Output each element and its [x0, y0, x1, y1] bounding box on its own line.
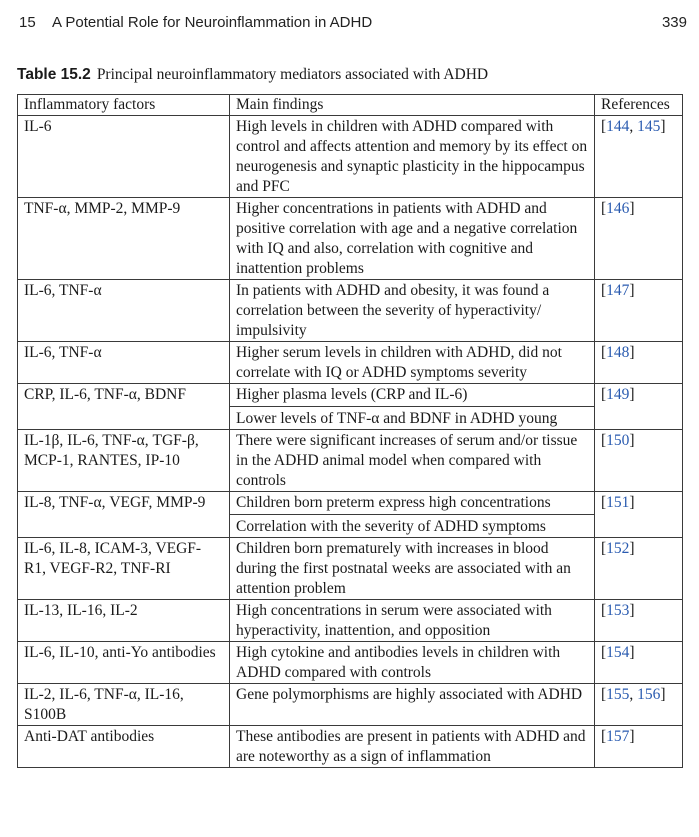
cell-references: [152] [595, 538, 683, 600]
chapter-title: A Potential Role for Neuroinflammation in ADHD [52, 14, 373, 31]
cell-references: [151] [595, 492, 683, 538]
table-row [18, 280, 683, 342]
table-body [18, 116, 683, 768]
finding-text: Correlation with the severity of ADHD symptoms [230, 514, 594, 537]
mediators-table [17, 94, 683, 768]
cell-references: [144, 145] [595, 116, 683, 198]
cell-main-findings [230, 642, 595, 684]
column-header-references: References [595, 95, 683, 116]
cell-main-findings [230, 342, 595, 384]
table-row [18, 342, 683, 384]
finding-text: Lower levels of TNF-α and BDNF in ADHD young [230, 406, 594, 429]
finding-text: Children born prematurely with increases in blood during the first postnatal weeks are associated with an attention problem [236, 540, 571, 597]
cell-main-findings [230, 600, 595, 642]
table-caption [17, 66, 488, 84]
cell-main-findings [230, 726, 595, 768]
cell-main-findings [230, 198, 595, 280]
table-row [18, 600, 683, 642]
reference-link[interactable]: 154 [606, 644, 630, 661]
cell-main-findings [230, 280, 595, 342]
reference-link[interactable]: 149 [606, 386, 630, 403]
cell-references: [146] [595, 198, 683, 280]
cell-inflammatory-factors: IL-6, TNF-α [18, 342, 230, 384]
finding-text: There were significant increases of serum and/or tissue in the ADHD animal model when compared with controls [236, 432, 578, 489]
reference-link[interactable]: 144 [606, 118, 630, 135]
table-row [18, 726, 683, 768]
reference-link[interactable]: 148 [606, 344, 630, 361]
table-row [18, 642, 683, 684]
table-row [18, 684, 683, 726]
table-title: Principal neuroinflammatory mediators associated with ADHD [96, 66, 489, 83]
reference-link[interactable]: 153 [606, 602, 630, 619]
table-row [18, 538, 683, 600]
cell-inflammatory-factors: TNF-α, MMP-2, MMP-9 [18, 198, 230, 280]
cell-inflammatory-factors: IL-6, IL-8, ICAM-3, VEGF-R1, VEGF-R2, TNF-RI [18, 538, 230, 600]
reference-link[interactable]: 156 [637, 686, 661, 703]
running-header [19, 14, 687, 36]
cell-inflammatory-factors: IL-6, TNF-α [18, 280, 230, 342]
reference-link[interactable]: 155 [606, 686, 630, 703]
table-row [18, 492, 683, 538]
finding-text: Higher plasma levels (CRP and IL-6) [236, 386, 468, 403]
cell-inflammatory-factors: IL-13, IL-16, IL-2 [18, 600, 230, 642]
finding-text: Higher concentrations in patients with ADHD and positive correlation with age and a negative correlation with IQ and also, correlation with cognitive and inattention problems [236, 200, 578, 277]
finding-text: Higher serum levels in children with ADHD, did not correlate with IQ or ADHD symptoms severity [236, 344, 562, 381]
table-row [18, 384, 683, 430]
reference-link[interactable]: 147 [606, 282, 630, 299]
finding-text: High concentrations in serum were associated with hyperactivity, inattention, and opposition [236, 602, 552, 639]
reference-link[interactable]: 157 [606, 728, 630, 745]
table-header-row [18, 95, 683, 116]
finding-text: Gene polymorphisms are highly associated with ADHD [236, 686, 583, 703]
reference-link[interactable]: 150 [606, 432, 630, 449]
cell-inflammatory-factors: IL-2, IL-6, TNF-α, IL-16, S100B [18, 684, 230, 726]
cell-inflammatory-factors: IL-1β, IL-6, TNF-α, TGF-β, MCP-1, RANTES, IP-10 [18, 430, 230, 492]
reference-link[interactable]: 145 [637, 118, 661, 135]
column-header-factors: Inflammatory factors [18, 95, 230, 116]
cell-main-findings [230, 492, 595, 538]
finding-text: In patients with ADHD and obesity, it was found a correlation between the severity of hyperactivity/ impulsivity [236, 282, 550, 339]
cell-main-findings [230, 538, 595, 600]
cell-references: [155, 156] [595, 684, 683, 726]
page-number: 339 [661, 14, 687, 31]
table-label: Table 15.2 [17, 66, 91, 83]
reference-link[interactable]: 146 [606, 200, 630, 217]
cell-inflammatory-factors: Anti-DAT antibodies [18, 726, 230, 768]
cell-main-findings [230, 384, 595, 430]
cell-inflammatory-factors: IL-6 [18, 116, 230, 198]
finding-text: Children born preterm express high concentrations [236, 494, 551, 511]
finding-text: High levels in children with ADHD compared with control and affects attention and memory by its effect on neurogenesis and synaptic plasticity in the hippocampus and PFC [236, 118, 588, 195]
reference-link[interactable]: 151 [606, 494, 630, 511]
cell-inflammatory-factors: IL-8, TNF-α, VEGF, MMP-9 [18, 492, 230, 538]
table-row [18, 430, 683, 492]
cell-references: [149] [595, 384, 683, 430]
table-row [18, 198, 683, 280]
chapter-number: 15 [19, 14, 36, 31]
cell-main-findings [230, 116, 595, 198]
cell-references: [153] [595, 600, 683, 642]
cell-references: [147] [595, 280, 683, 342]
cell-main-findings [230, 430, 595, 492]
finding-text: These antibodies are present in patients with ADHD and are noteworthy as a sign of inflammation [236, 728, 586, 765]
reference-link[interactable]: 152 [606, 540, 630, 557]
cell-main-findings [230, 684, 595, 726]
cell-references: [148] [595, 342, 683, 384]
cell-inflammatory-factors: IL-6, IL-10, anti-Yo antibodies [18, 642, 230, 684]
cell-inflammatory-factors: CRP, IL-6, TNF-α, BDNF [18, 384, 230, 430]
column-header-findings: Main findings [230, 95, 595, 116]
cell-references: [150] [595, 430, 683, 492]
finding-text: High cytokine and antibodies levels in children with ADHD compared with controls [236, 644, 561, 681]
table-row [18, 116, 683, 198]
cell-references: [157] [595, 726, 683, 768]
cell-references: [154] [595, 642, 683, 684]
